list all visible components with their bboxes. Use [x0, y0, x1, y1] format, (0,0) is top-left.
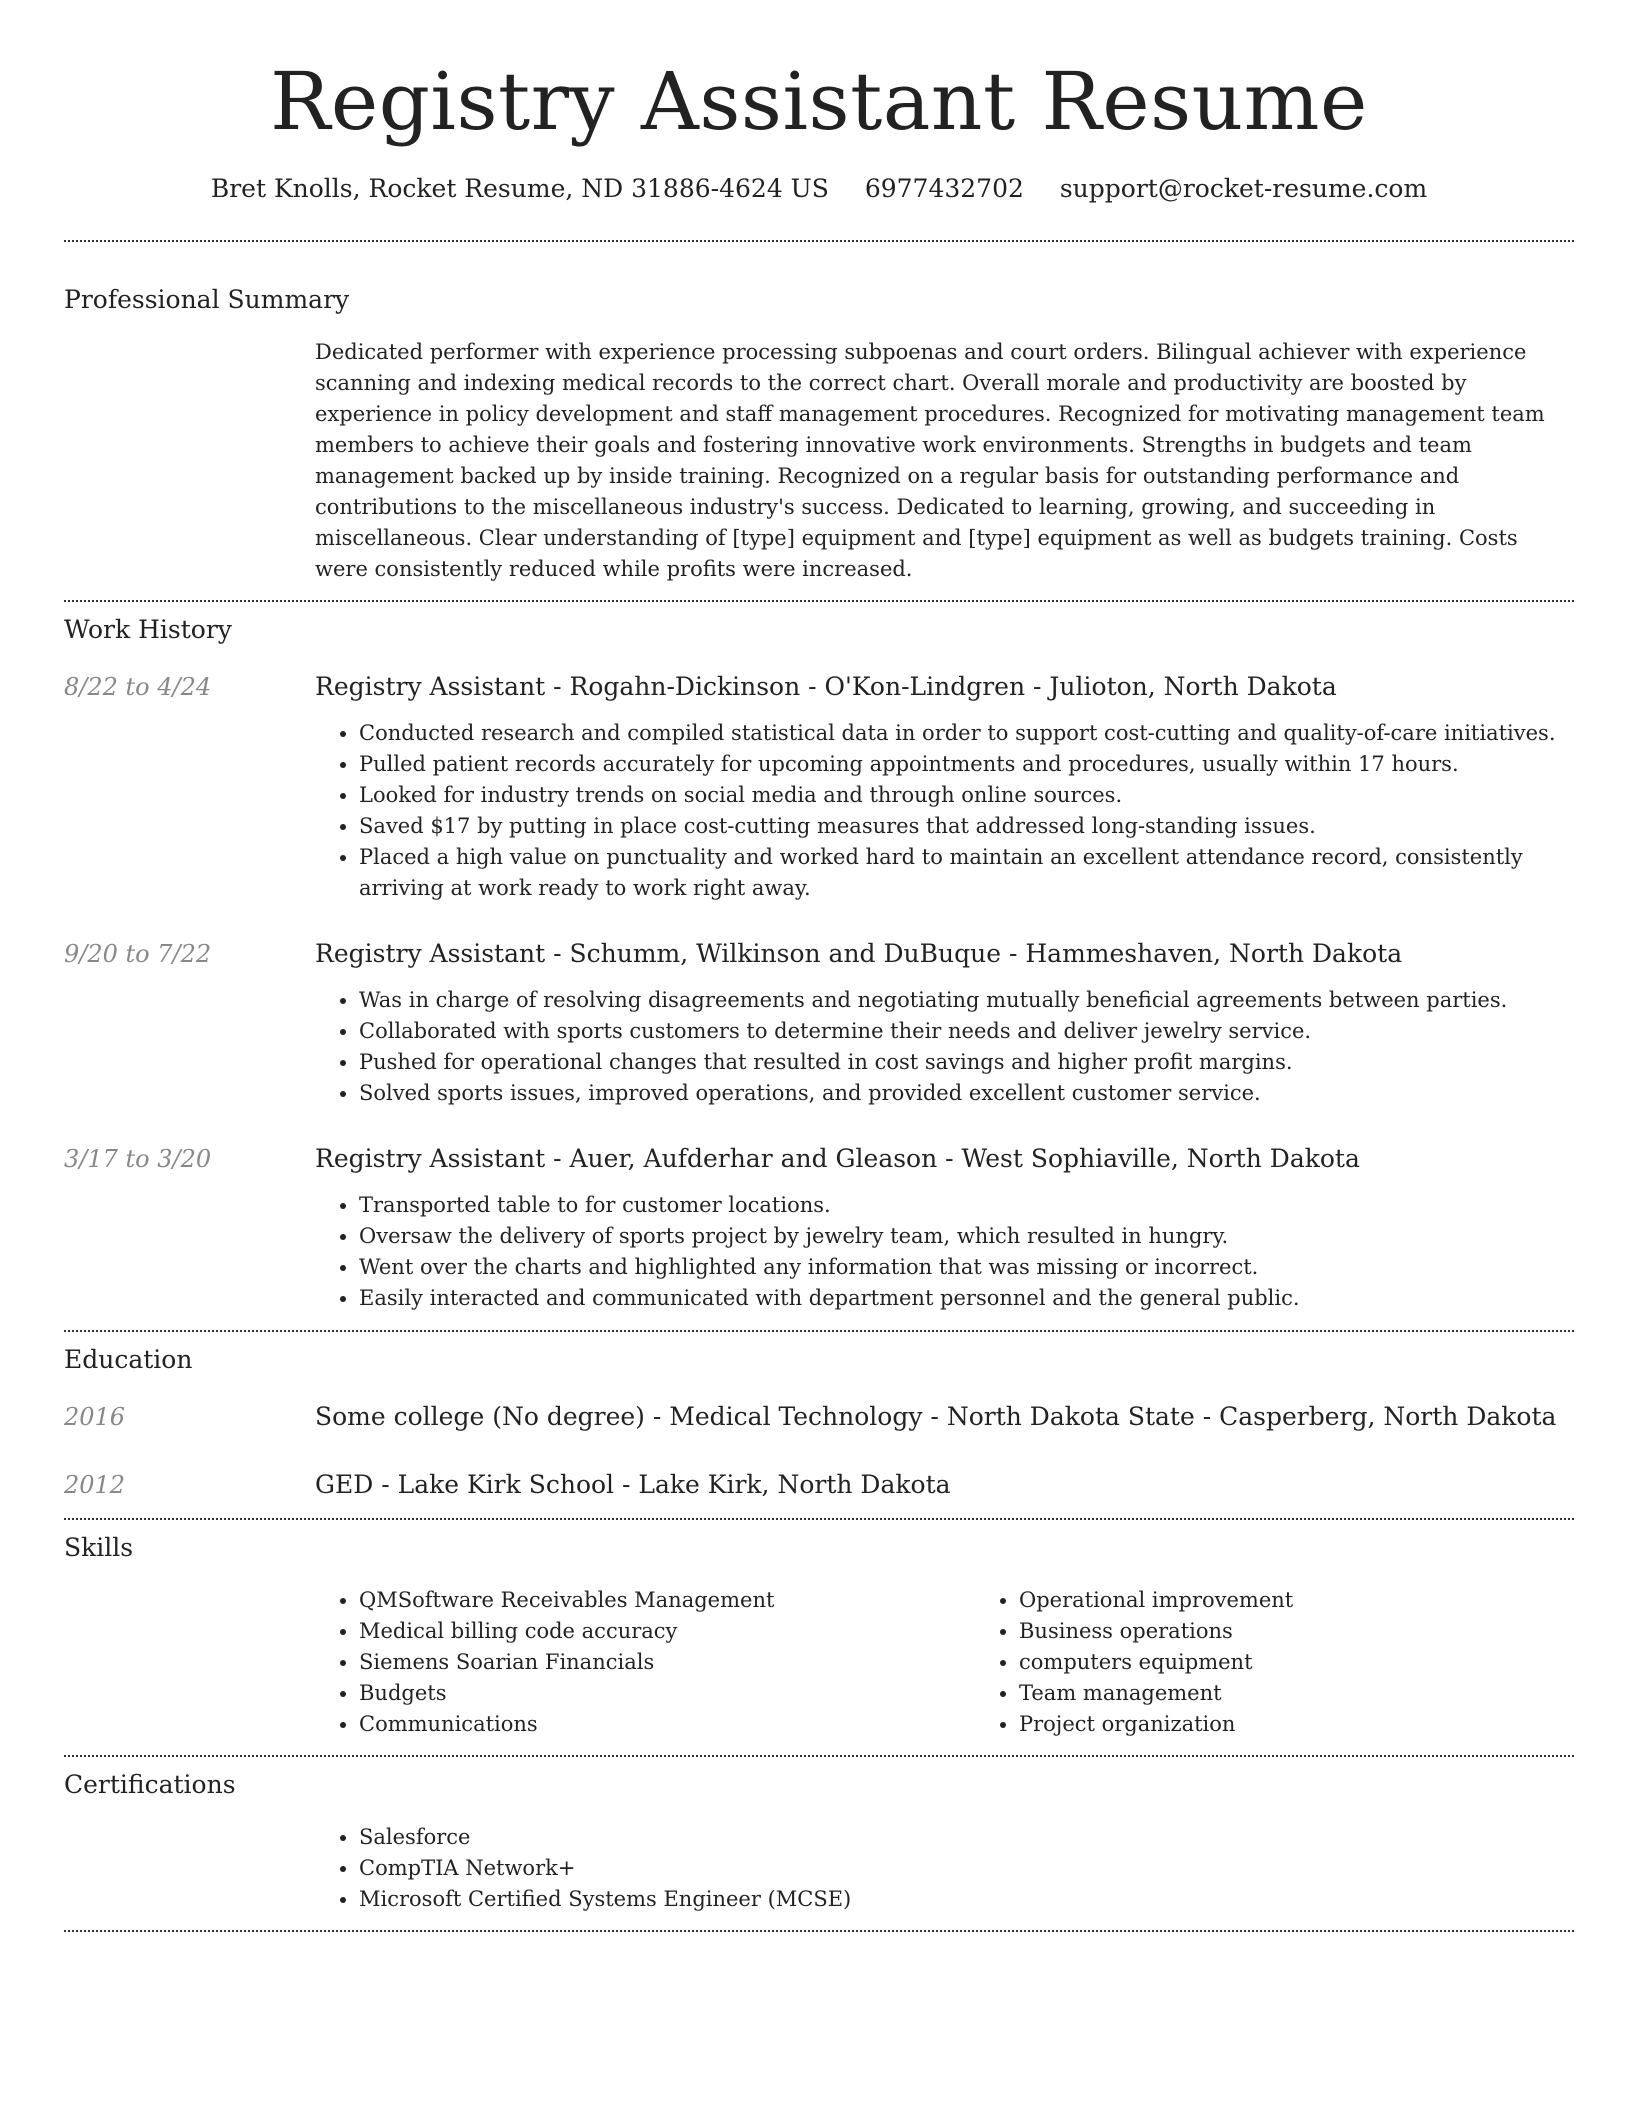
list-item: • Conducted research and compiled statistical data in order to support cost-cutting and quality-of-care initiatives. [359, 718, 1574, 749]
job-title [315, 670, 1574, 704]
skills-list [315, 1585, 1632, 1740]
certifications-row [64, 1822, 1574, 1915]
education-year: 2012 [64, 1471, 126, 1499]
education-details: - North Dakota State - Casperberg, North Dakota [922, 1402, 1557, 1431]
summary-heading: Professional Summary [64, 285, 350, 314]
list-item: • Operational improvement [1019, 1585, 1632, 1616]
job-dates: 8/22 to 4/24 [64, 673, 212, 701]
list-item: • Looked for industry trends on social media and through online sources. [359, 780, 1574, 811]
summary-spacer [64, 337, 315, 585]
education-heading: Education [64, 1345, 193, 1374]
education-year: 2016 [64, 1403, 126, 1431]
skills-column-right [975, 1585, 1632, 1740]
certifications-spacer [64, 1822, 315, 1915]
list-item: • Medical billing code accuracy [359, 1616, 975, 1647]
summary-text: Dedicated performer with experience processing subpoenas and court orders. Bilingual achiever with experience scanning and indexing medical records to the correct chart. Overall morale and productivity are boosted by experience in policy development and staff management procedures. Recognized for motivating management team members to achieve their goals and fostering innovative work environments. Strengths in budgets and team management backed up by inside training. Recognized on a regular basis for outstanding performance and contributions to the miscellaneous industry's success. Dedicated to learning, growing, and succeeding in miscellaneous. Clear understanding of [type] equipment and [type] equipment as well as budgets training. Costs were consistently reduced while profits were increased. [315, 340, 1545, 581]
list-item: • Collaborated with sports customers to determine their needs and deliver jewelry service. [359, 1016, 1574, 1047]
job-details: - Rogahn-Dickinson - O'Kon-Lindgren - Julioton, North Dakota [545, 672, 1337, 701]
divider [64, 240, 1574, 242]
education-title [315, 1468, 1574, 1502]
list-item: • Business operations [1019, 1616, 1632, 1647]
job-title [315, 1142, 1574, 1176]
job-role: Registry Assistant [315, 1144, 546, 1173]
skills-row [64, 1585, 1574, 1740]
list-item: • Was in charge of resolving disagreements and negotiating mutually beneficial agreements between parties. [359, 985, 1574, 1016]
list-item: • CompTIA Network+ [359, 1853, 1574, 1884]
list-item: • QMSoftware Receivables Management [359, 1585, 975, 1616]
job-entry [64, 670, 1574, 904]
job-entry [64, 1142, 1574, 1314]
resume-page [64, 0, 1574, 1932]
list-item: • Solved sports issues, improved operations, and provided excellent customer service. [359, 1078, 1574, 1109]
list-item: • Saved $17 by putting in place cost-cutting measures that addressed long-standing issues. [359, 811, 1574, 842]
skills-column-left [315, 1585, 975, 1740]
list-item: • Team management [1019, 1678, 1632, 1709]
job-bullets [315, 1190, 1574, 1314]
skills-spacer [64, 1585, 315, 1740]
list-item: • Pushed for operational changes that resulted in cost savings and higher profit margins. [359, 1047, 1574, 1078]
divider [64, 1755, 1574, 1757]
job-bullets [315, 718, 1574, 904]
divider [64, 1930, 1574, 1932]
job-title [315, 937, 1574, 971]
job-details: - Auer, Aufderhar and Gleason - West Sophiaville, North Dakota [545, 1144, 1360, 1173]
skills-heading: Skills [64, 1533, 134, 1562]
contact-address: Bret Knolls, Rocket Resume, ND 31886-4624 US [210, 174, 829, 203]
divider [64, 1330, 1574, 1332]
job-role: Registry Assistant [315, 939, 546, 968]
job-entry [64, 937, 1574, 1109]
list-item: • Salesforce [359, 1822, 1574, 1853]
education-degree: GED [315, 1470, 374, 1499]
contact-email: support@rocket-resume.com [1059, 174, 1428, 203]
education-entry [64, 1400, 1574, 1434]
contact-line [64, 172, 1574, 206]
list-item: • Communications [359, 1709, 975, 1740]
divider [64, 600, 1574, 602]
list-item: • Microsoft Certified Systems Engineer (MCSE) [359, 1884, 1574, 1915]
divider [64, 1518, 1574, 1520]
list-item: • computers equipment [1019, 1647, 1632, 1678]
certifications-list [315, 1822, 1574, 1915]
education-title [315, 1400, 1574, 1434]
list-item: • Siemens Soarian Financials [359, 1647, 975, 1678]
job-dates: 9/20 to 7/22 [64, 940, 212, 968]
education-details: - Lake Kirk School - Lake Kirk, North Dakota [373, 1470, 951, 1499]
list-item: • Project organization [1019, 1709, 1632, 1740]
list-item: • Transported table to for customer locations. [359, 1190, 1574, 1221]
job-details: - Schumm, Wilkinson and DuBuque - Hammeshaven, North Dakota [545, 939, 1403, 968]
job-dates: 3/17 to 3/20 [64, 1145, 212, 1173]
education-entry [64, 1468, 1574, 1502]
list-item: • Budgets [359, 1678, 975, 1709]
list-item: • Placed a high value on punctuality and worked hard to maintain an excellent attendance record, consistently arriving at work ready to work right away. [359, 842, 1574, 904]
contact-phone: 6977432702 [864, 174, 1024, 203]
job-bullets [315, 985, 1574, 1109]
list-item: • Easily interacted and communicated with department personnel and the general public. [359, 1283, 1574, 1314]
list-item: • Oversaw the delivery of sports project by jewelry team, which resulted in hungry. [359, 1221, 1574, 1252]
certifications-heading: Certifications [64, 1770, 236, 1799]
work-heading: Work History [64, 615, 232, 644]
summary-row [64, 337, 1574, 585]
list-item: • Went over the charts and highlighted any information that was missing or incorrect. [359, 1252, 1574, 1283]
education-degree: Some college (No degree) - Medical Technology [315, 1402, 923, 1431]
resume-title: Registry Assistant Resume [270, 55, 1368, 148]
list-item: • Pulled patient records accurately for upcoming appointments and procedures, usually within 17 hours. [359, 749, 1574, 780]
job-role: Registry Assistant [315, 672, 546, 701]
